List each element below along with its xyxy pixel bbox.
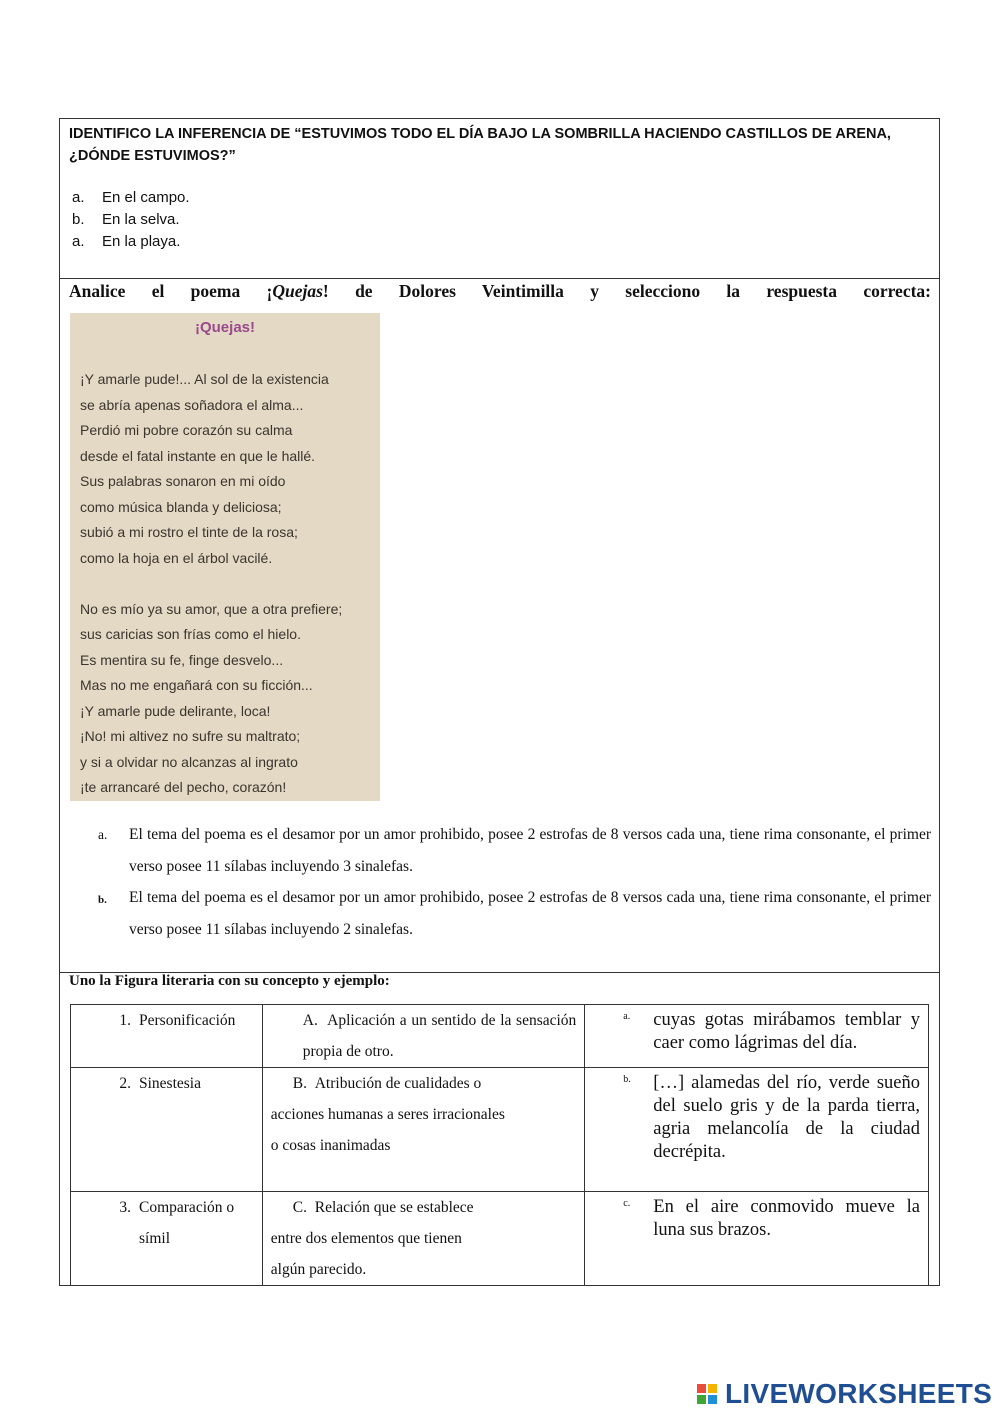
concept-cell[interactable]: B. Atribución de cualidades o acciones humanas a seres irracionales o cosas inanimadas xyxy=(270,1075,505,1154)
option-selva[interactable]: b. En la selva. xyxy=(72,211,180,228)
poem-line: subió a mi rostro el tinte de la rosa; xyxy=(80,524,298,540)
poem-line: como la hoja en el árbol vacilé. xyxy=(80,550,273,566)
poem-name: Quejas xyxy=(272,281,323,301)
question-poem-title: Analice el poema ¡Quejas! de Dolores Veintimilla y selecciono la respuesta correcta: xyxy=(69,281,931,301)
answer-a[interactable]: a. El tema del poema es el desamor por un amor prohibido, posee 2 estrofas de 8 versos cada una, tiene rima consonante, el primer verso posee 11 sílabas incluyendo 3 sinalefas. xyxy=(98,826,931,875)
poem-line: ¡No! mi altivez no sufre su maltrato; xyxy=(80,728,301,744)
poem-line: Sus palabras sonaron en mi oído xyxy=(80,473,286,489)
poem-line: No es mío ya su amor, que a otra prefiere; xyxy=(80,601,343,617)
logo-square-yellow-icon xyxy=(708,1384,717,1393)
table-row xyxy=(71,1068,929,1192)
logo-square-blue-icon xyxy=(708,1395,717,1404)
poem-line: ¡Y amarle pude!... Al sol de la existencia xyxy=(80,371,329,387)
poem-line: se abría apenas soñadora el alma... xyxy=(80,397,304,413)
concept-cell[interactable]: C. Relación que se establece entre dos elementos que tienen algún parecido. xyxy=(270,1199,474,1278)
question-inference-title: IDENTIFICO LA INFERENCIA DE “ESTUVIMOS TODO EL DÍA BAJO LA SOMBRILLA HACIENDO CASTILLOS DE ARENA, ¿DÓNDE ESTUVIMOS?” xyxy=(69,126,891,164)
worksheet-frame xyxy=(59,118,940,1286)
example-cell[interactable]: c. En el aire conmovido mueve la luna sus brazos. xyxy=(623,1197,920,1240)
concept-cell[interactable]: A. Aplicación a un sentido de la sensación propia de otro. xyxy=(302,1012,577,1060)
option-playa[interactable]: a. En la playa. xyxy=(72,233,181,250)
poem-line: y si a olvidar no alcanzas al ingrato xyxy=(80,754,298,770)
poem-line: como música blanda y deliciosa; xyxy=(80,499,282,515)
question-poem xyxy=(60,279,939,973)
table-row xyxy=(71,1192,929,1286)
option-campo[interactable]: a. En el campo. xyxy=(72,189,190,206)
question-inference xyxy=(60,119,939,279)
poem-image xyxy=(70,313,380,801)
poem-title: ¡Quejas! xyxy=(194,319,255,336)
figure-cell[interactable]: 1. Personificación xyxy=(119,1012,236,1029)
question-figures-title: Uno la Figura literaria con su concepto y ejemplo: xyxy=(69,973,390,989)
example-cell[interactable]: a. cuyas gotas mirábamos temblar y caer como lágrimas del día. xyxy=(623,1010,920,1053)
poem-line: ¡Y amarle pude delirante, loca! xyxy=(80,703,271,719)
question-figures xyxy=(60,973,939,1285)
table-row xyxy=(71,1005,929,1068)
example-cell[interactable]: b. […] alamedas del río, verde sueño del suelo gris y de la parda tierra, agria melancolía de la ciudad decrépita. xyxy=(623,1073,920,1162)
poem-line: Es mentira su fe, finge desvelo... xyxy=(80,652,284,668)
poem-line: Perdió mi pobre corazón su calma xyxy=(80,422,293,438)
figure-cell[interactable]: 3. Comparación o símil xyxy=(119,1199,235,1247)
figure-cell[interactable]: 2. Sinestesia xyxy=(119,1075,201,1092)
poem-line: ¡te arrancaré del pecho, corazón! xyxy=(80,779,287,795)
poem-line: Mas no me engañará con su ficción... xyxy=(80,677,313,693)
poem-line: desde el fatal instante en que le hallé. xyxy=(80,448,316,464)
logo-text: LIVEWORKSHEETS xyxy=(725,1378,993,1409)
answer-b[interactable]: b. El tema del poema es el desamor por un amor prohibido, posee 2 estrofas de 8 versos cada una, tiene rima consonante, el primer verso posee 11 sílabas incluyendo 2 sinalefas. xyxy=(98,889,931,938)
poem-line: sus caricias son frías como el hielo. xyxy=(80,626,301,642)
logo-square-red-icon xyxy=(697,1384,706,1393)
logo-square-green-icon xyxy=(697,1395,706,1404)
figures-table xyxy=(70,1004,929,1286)
